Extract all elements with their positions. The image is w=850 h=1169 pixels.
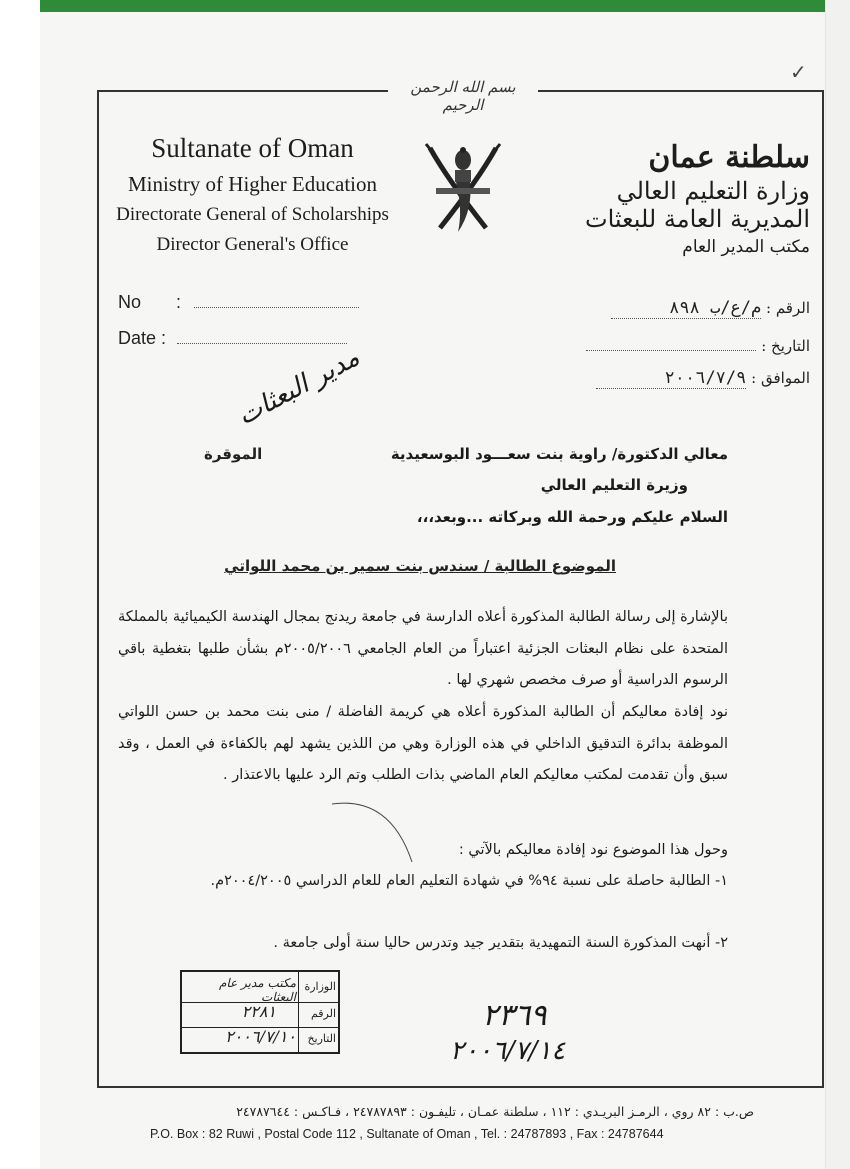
office-name: Director General's Office	[156, 234, 349, 255]
pen-stroke	[330, 798, 420, 868]
no-line	[194, 293, 359, 308]
ar-date-field	[586, 336, 810, 355]
addressee-title: وزيرة التعليم العالي	[540, 476, 688, 494]
ar-corresponding-field	[596, 368, 810, 389]
points-intro: وحول هذا الموضوع نود إفادة معاليكم بالآتي :	[458, 842, 728, 858]
basmala-calligraphy: بسم الله الرحمن الرحيم	[388, 78, 538, 106]
directorate-name: Directorate General of Scholarships	[116, 204, 389, 225]
stamp-row-number: الرقم ٢٢٨١	[182, 1002, 338, 1028]
ar-number-field	[611, 298, 810, 319]
office-name-ar: مكتب المدير العام	[682, 237, 810, 257]
point-2: ٢- أنهت المذكورة السنة التمهيدية بتقدير جيد وتدرس حاليا سنة أولى جامعة .	[273, 935, 728, 951]
country-name: Sultanate of Oman	[151, 133, 354, 163]
footer-english-address: P.O. Box : 82 Ruwi , Postal Code 112 , Sultanate of Oman , Tel. : 24787893 , Fax : 24787644	[150, 1127, 664, 1141]
ministry-name: Ministry of Higher Education	[127, 172, 378, 196]
ar-corresponding-value: ٢٠٠٦/٧/٩	[596, 368, 746, 389]
received-stamp	[180, 970, 340, 1054]
date-field	[118, 328, 347, 349]
date-line	[177, 329, 347, 344]
handwritten-note: مدير البعثات	[232, 342, 365, 432]
handwritten-number: ٢٣٦٩	[482, 998, 547, 1033]
scan-margin-right	[825, 0, 850, 1169]
no-label: No	[118, 292, 142, 312]
stamp-row-ministry: الوزارة مكتب مدير عام البعثات	[182, 972, 338, 1003]
ministry-name-ar: وزارة التعليم العالي	[616, 177, 810, 205]
ar-number-label: الرقم :	[766, 299, 810, 317]
ar-date-label: التاريخ :	[761, 337, 810, 355]
greeting: السلام عليكم ورحمة الله وبركاته ...وبعد،،،	[416, 508, 728, 526]
no-field: No :	[118, 292, 359, 313]
handwritten-date: ٢٠٠٦/٧/١٤	[450, 1036, 566, 1066]
date-label: Date :	[118, 328, 167, 348]
arabic-letterhead	[520, 140, 810, 257]
directorate-name-ar: المديرية العامة للبعثات	[585, 205, 810, 233]
honorific: الموقرة	[204, 445, 263, 463]
subject-line: الموضوع الطالبة / سندس بنت سمير بن محمد اللواتي	[224, 557, 616, 575]
paragraph-2: نود إفادة معاليكم أن الطالبة المذكورة أعلاه هي كريمة الفاضلة / منى بنت محمد بن حسن اللواتي الموظفة بدائرة التدقيق الداخلي في هذه الوزارة وهي من اللذين يشهد لهم بالكفاءة في العمل ، وقد سبق وأن تقدمت لمكتب معاليكم العام الماضي بذات الطلب وتم الرد عليها بالاعتذار .	[118, 704, 728, 783]
scan-margin-left	[0, 0, 40, 1169]
stamp-row-date: التاريخ ٢٠٠٦/٧/١٠	[225, 1027, 336, 1046]
paragraph-1: بالإشارة إلى رسالة الطالبة المذكورة أعلاه الدارسة في جامعة ريدنج بمجال الهندسة الكيميائية بالمملكة المتحدة على نظام البعثات الجزئية اعتباراً من العام الجامعي ٢٠٠٥/٢٠٠٦م بشأن طلبها بتغطية باقي الرسوم الدراسية أو صرف مخصص شهري لها .	[118, 609, 728, 688]
ar-corresponding-label: الموافق :	[751, 369, 810, 387]
country-name-ar: سلطنة عمان	[648, 140, 810, 175]
english-letterhead	[110, 133, 395, 256]
oman-national-emblem-icon	[418, 140, 508, 240]
footer-arabic-address: ص.ب : ٨٢ روي ، الرمـز البريـدي : ١١٢ ، سلطنة عمـان ، تليفـون : ٢٤٧٨٧٨٩٣ ، فـاكـس : ٢٤٧٨٧٦٤٤	[236, 1104, 754, 1119]
paper-edge	[40, 12, 826, 20]
ar-number-value: م/ع/ب ٨٩٨	[611, 298, 761, 319]
corner-pen-mark: ✓	[790, 60, 807, 84]
ar-date-line	[586, 336, 756, 351]
point-1: ١- الطالبة حاصلة على نسبة ٩٤% في شهادة التعليم العام للعام الدراسي ٢٠٠٤/٢٠٠٥م.	[210, 873, 728, 889]
addressee: معالي الدكتورة/ راوية بنت سعـــود البوسعيدية	[390, 445, 728, 463]
